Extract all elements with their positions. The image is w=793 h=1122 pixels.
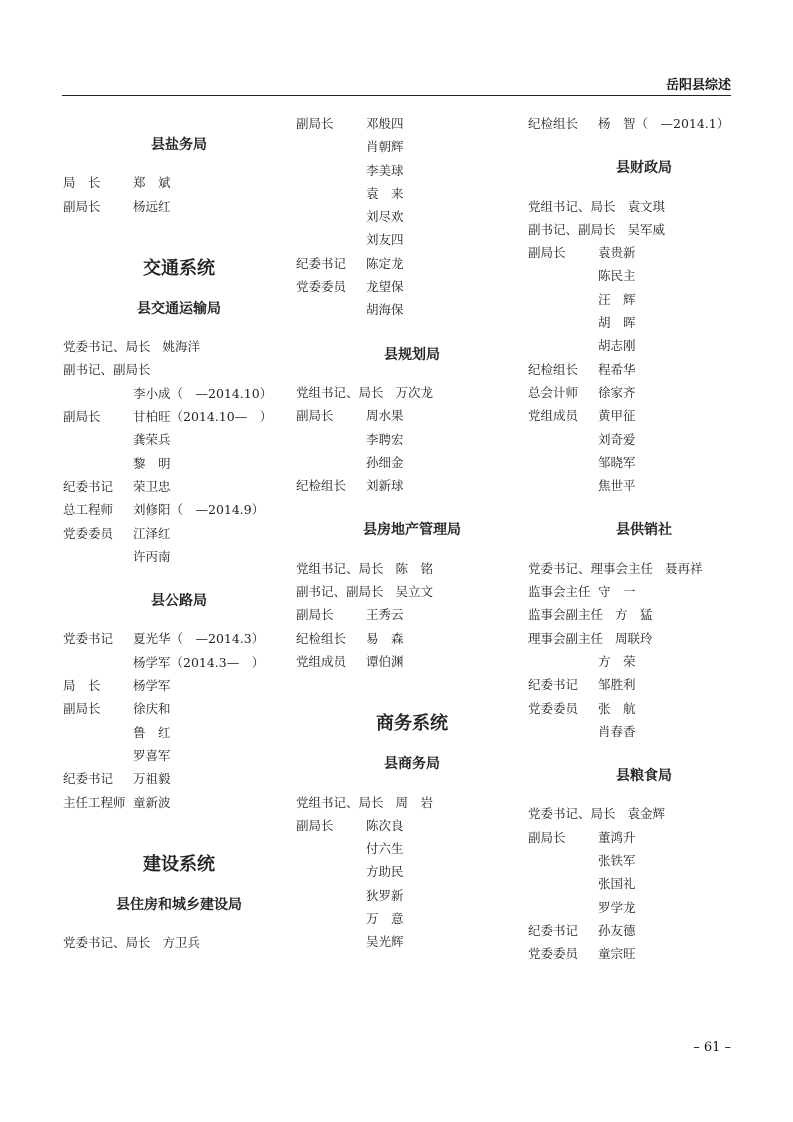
person-name: 郑 斌 <box>133 175 171 191</box>
roster-row <box>63 452 295 475</box>
roster-row <box>63 767 295 790</box>
column-3 <box>528 112 760 966</box>
roster-row <box>63 475 295 498</box>
roster-row <box>63 428 295 451</box>
person-name: 刘尽欢 <box>366 209 404 225</box>
person-name: 方 荣 <box>598 653 636 669</box>
person-name: 吴立文 <box>395 584 434 600</box>
person-name: 吴军威 <box>627 221 666 237</box>
roster-row <box>296 182 528 205</box>
person-name: 黄甲征 <box>598 408 636 424</box>
column-1 <box>63 112 295 954</box>
person-name: 杨 智（ —2014.1） <box>598 116 730 131</box>
unit-roster <box>528 112 760 135</box>
person-name: 李聘宏 <box>366 431 404 447</box>
person-name: 邹胜利 <box>598 677 636 693</box>
role-label: 副书记、副局长 <box>296 584 384 600</box>
person-name: 方 猛 <box>615 607 653 623</box>
unit-roster <box>63 931 295 954</box>
person-name: 张铁军 <box>598 853 636 869</box>
unit-roster <box>296 557 528 673</box>
unit-title: 县供销社 <box>616 522 672 539</box>
unit-roster <box>63 335 295 568</box>
roster-row <box>528 802 760 825</box>
person-name: 童新波 <box>133 794 171 810</box>
role-label: 副局长 <box>528 245 566 261</box>
person-name: 龚荣兵 <box>133 432 171 448</box>
roster-row <box>528 241 760 264</box>
roster-row <box>63 382 295 405</box>
person-name: 许丙南 <box>133 548 171 564</box>
roster-row <box>528 872 760 895</box>
person-name: 张国礼 <box>598 876 636 892</box>
role-label: 党委书记、局长 <box>63 339 151 355</box>
roster-row <box>528 603 760 626</box>
roster-row <box>296 428 528 451</box>
roster-row <box>296 860 528 883</box>
header-rule <box>62 95 731 96</box>
person-name: 罗喜军 <box>133 747 171 763</box>
person-name: 黎 明 <box>133 455 171 471</box>
roster-row <box>296 252 528 275</box>
roster-row <box>528 942 760 965</box>
role-label: 副书记、副局长 <box>63 362 151 378</box>
roster-row <box>63 171 295 194</box>
running-header-title: 岳阳县综述 <box>665 78 731 93</box>
role-label: 党组成员 <box>296 653 347 669</box>
roster-row <box>63 791 295 814</box>
unit-roster <box>63 627 295 813</box>
person-name: 陈民主 <box>598 268 636 284</box>
roster-row <box>528 451 760 474</box>
person-name: 孙细金 <box>366 454 404 470</box>
person-name: 张 航 <box>598 700 636 716</box>
roster-row <box>296 159 528 182</box>
person-name: 姚海洋 <box>162 339 201 355</box>
roster-row <box>296 381 528 404</box>
person-name: 胡志刚 <box>598 338 636 354</box>
person-name: 陈 铭 <box>395 560 434 576</box>
roster-row <box>528 896 760 919</box>
roster-row <box>528 919 760 942</box>
role-label: 副局长 <box>63 198 101 214</box>
roster-row <box>63 674 295 697</box>
roster-row <box>528 288 760 311</box>
roster-row <box>528 404 760 427</box>
roster-row <box>528 650 760 673</box>
roster-row <box>296 135 528 158</box>
person-name: 李美球 <box>366 162 404 178</box>
roster-row <box>528 334 760 357</box>
person-name: 董鸿升 <box>598 829 636 845</box>
roster-row <box>528 218 760 241</box>
person-name: 胡海保 <box>366 302 404 318</box>
roster-row <box>63 335 295 358</box>
system-title: 交通系统 <box>143 257 215 279</box>
person-name: 焦世平 <box>598 478 636 494</box>
role-label: 党组书记、局长 <box>296 384 384 400</box>
roster-row <box>296 814 528 837</box>
roster-row <box>296 474 528 497</box>
roster-row <box>296 627 528 650</box>
roster-row <box>528 428 760 451</box>
person-name: 杨学军 <box>133 678 171 694</box>
roster-row <box>528 358 760 381</box>
person-name: 守 一 <box>598 584 636 600</box>
role-label: 副局长 <box>63 701 101 717</box>
roster-row <box>63 651 295 674</box>
person-name: 荣卫忠 <box>133 478 171 494</box>
person-name: 邹晓军 <box>598 454 636 470</box>
roster-row <box>296 907 528 930</box>
role-label: 纪检组长 <box>296 630 347 646</box>
unit-title: 县交通运输局 <box>137 300 221 317</box>
roster-row <box>528 264 760 287</box>
person-name: 胡 晖 <box>598 315 636 331</box>
unit-title: 县房地产管理局 <box>363 522 461 539</box>
person-name: 万 意 <box>366 911 404 927</box>
unit-roster <box>63 171 295 218</box>
role-label: 党委委员 <box>528 946 579 962</box>
role-label: 纪委书记 <box>296 255 347 271</box>
roster-row <box>528 849 760 872</box>
role-label: 监事会副主任 <box>528 607 604 623</box>
roster-row <box>296 837 528 860</box>
roster-row <box>296 884 528 907</box>
roster-row <box>528 112 760 135</box>
role-label: 副局长 <box>296 408 334 424</box>
roster-row <box>63 697 295 720</box>
roster-row <box>296 557 528 580</box>
unit-title: 县住房和城乡建设局 <box>116 896 242 913</box>
unit-title: 县财政局 <box>616 160 672 177</box>
person-name: 周 岩 <box>395 794 434 810</box>
role-label: 党委书记、局长 <box>63 935 151 951</box>
person-name: 袁文琪 <box>627 198 666 214</box>
roster-row <box>296 580 528 603</box>
person-name: 汪 辉 <box>598 291 636 307</box>
roster-row <box>528 697 760 720</box>
person-name: 邓般四 <box>366 116 404 131</box>
roster-row <box>528 826 760 849</box>
roster-row <box>296 930 528 953</box>
person-name: 甘柏旺（2014.10— ） <box>133 409 273 425</box>
person-name: 龙望保 <box>366 279 404 295</box>
roster-row <box>63 627 295 650</box>
roster-row <box>63 545 295 568</box>
roster-row <box>63 522 295 545</box>
person-name: 吴光辉 <box>366 934 404 950</box>
roster-row <box>296 112 528 135</box>
roster-row <box>296 451 528 474</box>
person-name: 万次龙 <box>395 384 434 400</box>
role-label: 副局长 <box>296 116 334 131</box>
role-label: 党组书记、局长 <box>296 560 384 576</box>
role-label: 总工程师 <box>63 502 114 518</box>
roster-row <box>528 195 760 218</box>
system-title: 商务系统 <box>376 713 448 735</box>
role-label: 局 长 <box>63 678 101 694</box>
role-label: 党委书记、理事会主任 <box>528 560 654 576</box>
person-name: 聂再祥 <box>665 560 703 576</box>
unit-roster <box>528 802 760 965</box>
roster-row <box>296 275 528 298</box>
unit-roster <box>296 381 528 497</box>
role-label: 副书记、副局长 <box>528 221 616 237</box>
person-name: 袁贵新 <box>598 245 636 261</box>
role-label: 副局长 <box>296 817 334 833</box>
person-name: 刘友四 <box>366 232 404 248</box>
role-label: 局 长 <box>63 175 101 191</box>
role-label: 党组书记、局长 <box>528 198 616 214</box>
person-name: 方卫兵 <box>162 935 201 951</box>
unit-title: 县商务局 <box>384 756 440 773</box>
roster-row <box>63 744 295 767</box>
role-label: 理事会副主任 <box>528 630 604 646</box>
roster-row <box>296 603 528 626</box>
person-name: 程希华 <box>598 361 636 377</box>
role-label: 主任工程师 <box>63 794 126 810</box>
person-name: 易 森 <box>366 630 404 646</box>
role-label: 副局长 <box>63 409 101 425</box>
person-name: 李小成（ —2014.10） <box>133 385 273 401</box>
roster-row <box>296 205 528 228</box>
roster-row <box>528 311 760 334</box>
roster-row <box>296 228 528 251</box>
role-label: 监事会主任 <box>528 584 591 600</box>
role-label: 纪委书记 <box>528 677 579 693</box>
unit-title: 县盐务局 <box>151 137 207 153</box>
person-name: 肖朝辉 <box>366 139 404 155</box>
person-name: 袁 来 <box>366 185 404 201</box>
person-name: 王秀云 <box>366 607 404 623</box>
role-label: 纪检组长 <box>528 361 579 377</box>
role-label: 纪委书记 <box>63 771 114 787</box>
roster-row <box>296 791 528 814</box>
person-name: 陈定龙 <box>366 255 404 271</box>
roster-row <box>63 195 295 218</box>
person-name: 谭伯渊 <box>366 653 404 669</box>
roster-row <box>528 580 760 603</box>
role-label: 纪委书记 <box>528 922 579 938</box>
roster-row <box>63 498 295 521</box>
role-label: 党委委员 <box>296 279 347 295</box>
roster-row <box>63 358 295 381</box>
person-name: 刘奇爱 <box>598 431 636 447</box>
roster-row <box>296 650 528 673</box>
role-label: 纪检组长 <box>528 116 579 131</box>
roster-row <box>528 557 760 580</box>
unit-title: 县规划局 <box>384 346 440 363</box>
unit-roster <box>528 557 760 743</box>
roster-row <box>296 298 528 321</box>
person-name: 周联玲 <box>615 630 653 646</box>
person-name: 刘修阳（ —2014.9） <box>133 502 265 518</box>
role-label: 党组成员 <box>528 408 579 424</box>
roster-row <box>528 627 760 650</box>
roster-row <box>528 673 760 696</box>
person-name: 周水果 <box>366 408 404 424</box>
roster-row <box>528 720 760 743</box>
roster-row <box>63 931 295 954</box>
roster-row <box>296 404 528 427</box>
person-name: 陈次良 <box>366 817 404 833</box>
person-name: 肖春香 <box>598 723 636 739</box>
unit-title: 县粮食局 <box>616 768 672 785</box>
person-name: 袁金辉 <box>627 806 666 822</box>
person-name: 江泽红 <box>133 525 171 541</box>
person-name: 狄罗新 <box>366 887 404 903</box>
unit-roster <box>296 791 528 954</box>
role-label: 纪检组长 <box>296 478 347 494</box>
person-name: 杨学军（2014.3— ） <box>133 654 265 670</box>
role-label: 副局长 <box>296 607 334 623</box>
person-name: 方助民 <box>366 864 404 880</box>
unit-title: 县公路局 <box>151 593 207 610</box>
person-name: 付六生 <box>366 841 404 857</box>
person-name: 刘新球 <box>366 478 404 494</box>
person-name: 鲁 红 <box>133 724 171 740</box>
role-label: 纪委书记 <box>63 478 114 494</box>
person-name: 童宗旺 <box>598 946 636 962</box>
role-label: 党委委员 <box>528 700 579 716</box>
person-name: 杨远红 <box>133 198 171 214</box>
role-label: 党委委员 <box>63 525 114 541</box>
role-label: 党委书记、局长 <box>528 806 616 822</box>
role-label: 党委书记 <box>63 631 114 647</box>
roster-row <box>528 381 760 404</box>
roster-row <box>528 474 760 497</box>
unit-roster <box>296 112 528 322</box>
role-label: 党组书记、局长 <box>296 794 384 810</box>
person-name: 孙友德 <box>598 922 636 938</box>
column-2 <box>296 112 528 954</box>
system-title: 建设系统 <box>143 853 215 875</box>
roster-row <box>63 721 295 744</box>
person-name: 罗学龙 <box>598 899 636 915</box>
unit-roster <box>528 195 760 498</box>
roster-row <box>63 405 295 428</box>
person-name: 夏光华（ —2014.3） <box>133 631 265 647</box>
page-number: – 61 – <box>693 1040 731 1055</box>
person-name: 万祖毅 <box>133 771 171 787</box>
person-name: 徐庆和 <box>133 701 171 717</box>
role-label: 总会计师 <box>528 384 579 400</box>
role-label: 副局长 <box>528 829 566 845</box>
person-name: 徐家齐 <box>598 384 636 400</box>
